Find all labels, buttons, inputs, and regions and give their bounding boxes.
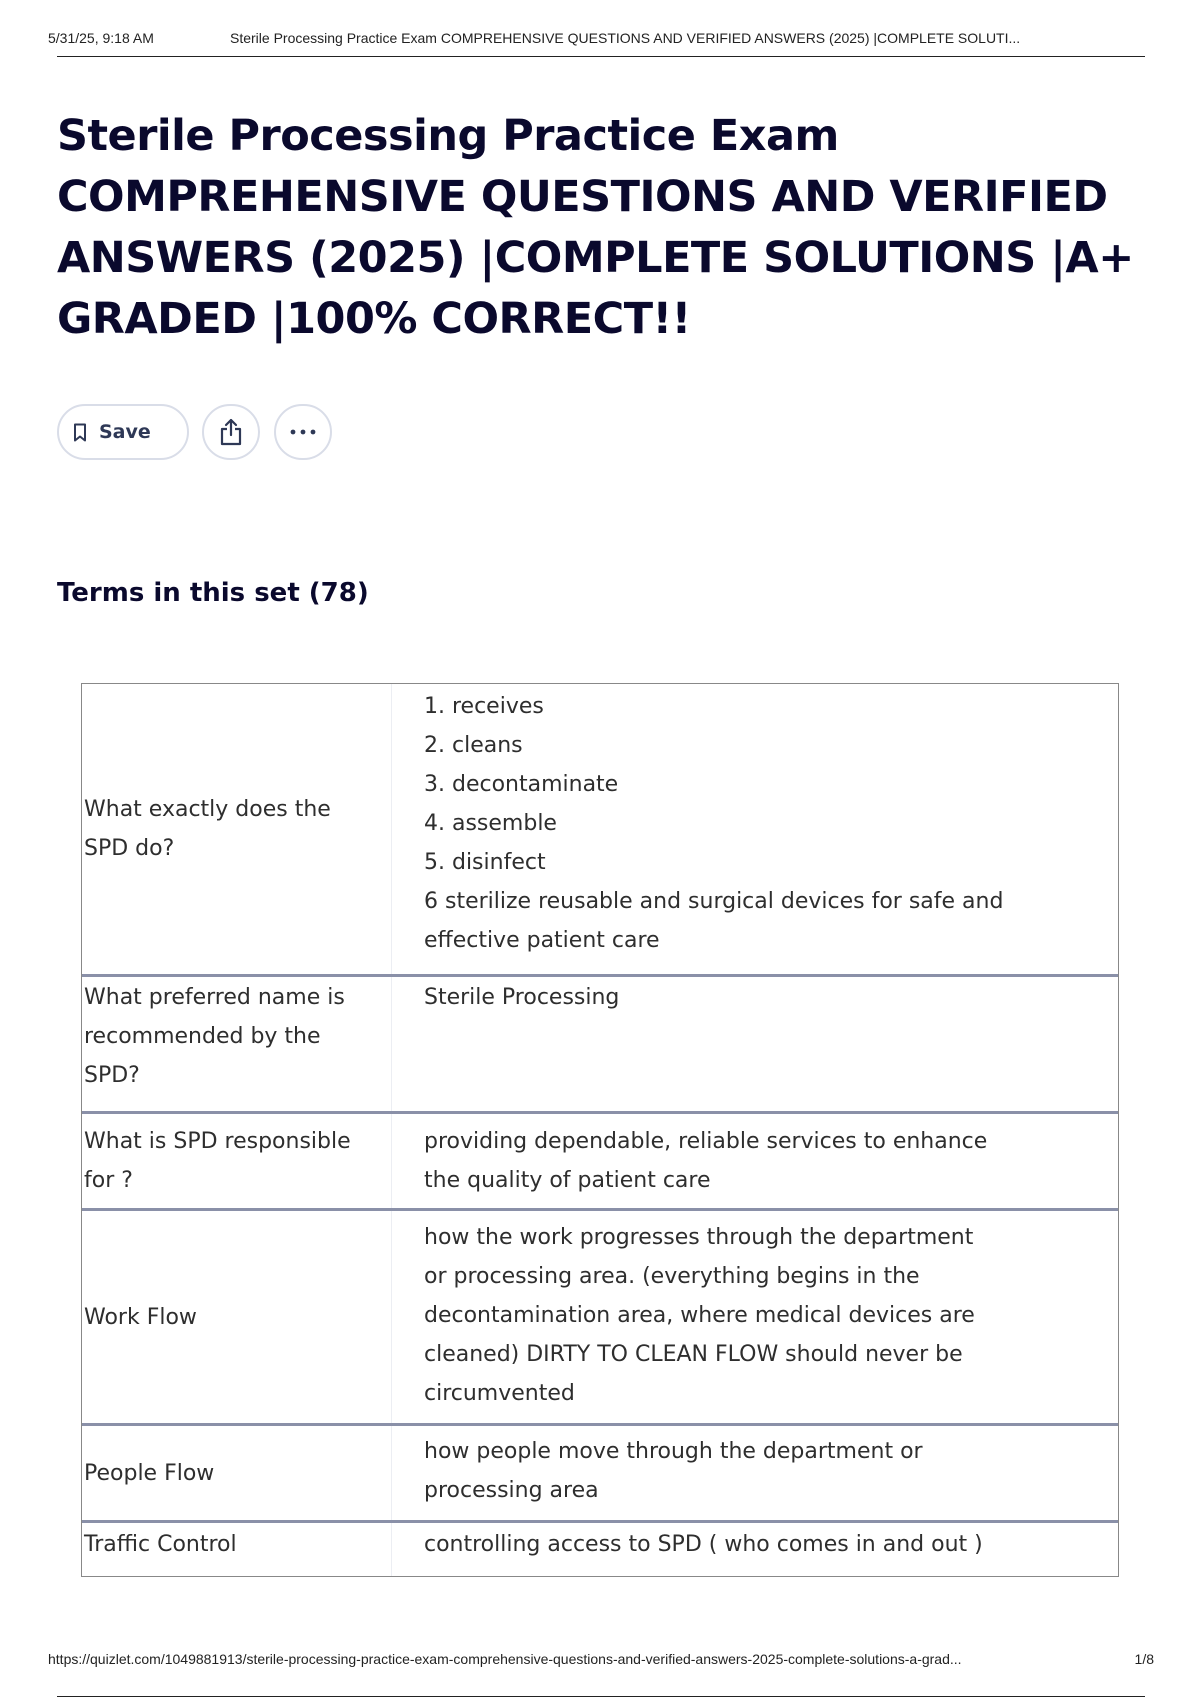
footer-divider [57,1696,1145,1697]
term-row [82,1423,1118,1520]
terms-heading: Terms in this set (78) [57,578,369,608]
definition-text: 3. decontaminate [424,772,619,797]
page-title-line: COMPREHENSIVE QUESTIONS AND VERIFIED [57,172,1108,222]
definition-cell [392,1114,1118,1208]
definition-text: how people move through the department or [424,1439,923,1464]
term-row [82,1520,1118,1576]
definition-text: or processing area. (everything begins in the [424,1264,920,1289]
definition-cell [392,1426,1118,1520]
page-number: 1/8 [1134,1651,1154,1667]
save-button-label: Save [99,421,151,443]
term-row [82,974,1118,1111]
more-options-icon [290,429,316,435]
term-cell [82,977,392,1111]
definition-text: controlling access to SPD ( who comes in and out ) [424,1532,983,1557]
share-icon [219,418,243,446]
definition-text: providing dependable, reliable services to enhance [424,1129,988,1154]
term-text: for ? [84,1168,133,1193]
definition-text: circumvented [424,1381,575,1406]
term-text: SPD? [84,1063,140,1088]
term-cell [82,1114,392,1208]
page-title [57,106,1137,350]
term-row [82,1208,1118,1423]
definition-cell [392,1523,1118,1576]
definition-text: 1. receives [424,694,544,719]
definition-cell [392,977,1118,1111]
header-divider [57,56,1145,57]
print-date: 5/31/25, 9:18 AM [48,30,154,46]
definition-text: the quality of patient care [424,1168,711,1193]
term-text: What preferred name is [84,985,345,1010]
term-text: What is SPD responsible [84,1129,351,1154]
definition-text: processing area [424,1478,599,1503]
terms-table [81,683,1119,1577]
page-title-line: GRADED |100% CORRECT!! [57,294,691,344]
term-cell [82,684,392,974]
term-text: SPD do? [84,836,175,861]
print-page-title: Sterile Processing Practice Exam COMPREHENSIVE QUESTIONS AND VERIFIED ANSWERS (2025) |COMPLETE SOLUTI... [230,30,1021,46]
print-url: https://quizlet.com/1049881913/sterile-processing-practice-exam-comprehensive-questions-and-verified-answers-2025-complete-solutions-a-grad... [48,1651,962,1667]
page-title-line: Sterile Processing Practice Exam [57,111,839,161]
definition-cell [392,684,1118,974]
print-header [48,28,1146,56]
term-text: recommended by the [84,1024,321,1049]
term-row [82,1111,1118,1208]
page-title-line: ANSWERS (2025) |COMPLETE SOLUTIONS |A+ [57,233,1134,283]
term-text: People Flow [84,1460,215,1486]
definition-text: effective patient care [424,928,660,953]
term-text: What exactly does the [84,797,331,822]
definition-text: cleaned) DIRTY TO CLEAN FLOW should never be [424,1342,963,1367]
term-text: Work Flow [84,1304,197,1330]
definition-text: 2. cleans [424,733,523,758]
definition-text: Sterile Processing [424,985,620,1010]
term-text: Traffic Control [84,1532,237,1557]
definition-text: 4. assemble [424,811,557,836]
save-button[interactable] [57,404,189,460]
bookmark-icon [73,423,87,442]
definition-text: 6 sterilize reusable and surgical devices for safe and [424,889,1004,914]
term-cell [82,1426,392,1520]
more-options-button[interactable] [274,404,332,460]
definition-cell [392,1211,1118,1423]
share-button[interactable] [202,404,260,460]
term-cell [82,1211,392,1423]
term-row [82,684,1118,974]
definition-text: 5. disinfect [424,850,546,875]
definition-text: decontamination area, where medical devices are [424,1303,975,1328]
print-footer [48,1651,1154,1675]
definition-text: how the work progresses through the department [424,1225,974,1250]
term-cell [82,1523,392,1576]
